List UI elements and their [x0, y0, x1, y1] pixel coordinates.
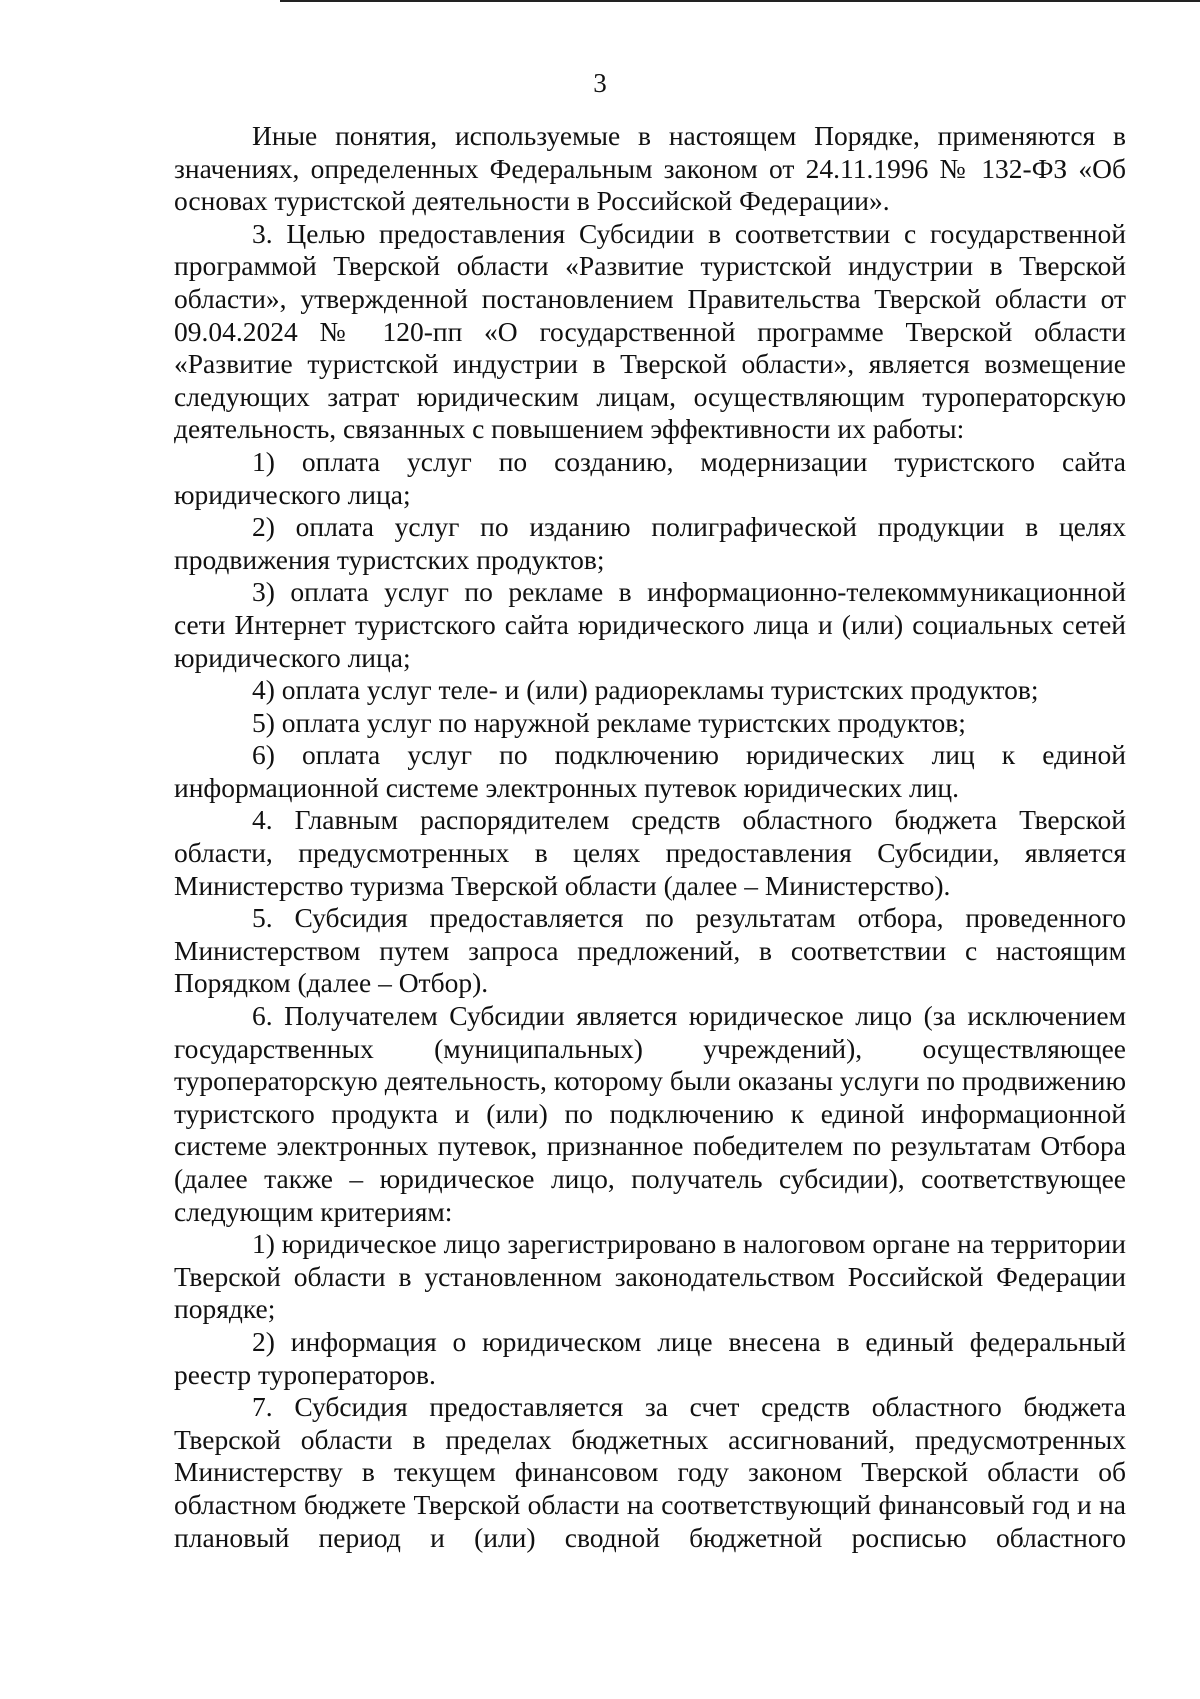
page-number: 3: [593, 68, 607, 98]
list-item-6-1: 1) юридическое лицо зарегистрировано в налоговом органе на территории Тверской области в установленном законодательством Российской Федерации порядке;: [174, 1228, 1126, 1325]
document-body: [174, 120, 1126, 1554]
list-item-3-5: 5) оплата услуг по наружной рекламе туристских продуктов;: [252, 706, 966, 738]
paragraph-6-recipient: 6. Получателем Субсидии является юридическое лицо (за исключением государственных (муниципальных) учреждений), осуществляющее туроператорскую деятельность, которому были оказаны услуги по продвижению туристского продукта и (или) по подключению к единой информационной системе электронных путевок, признанное победителем по результатам Отбора (далее также – юридическое лицо, получатель субсидии), соответствующее следующим критериям:: [174, 1000, 1126, 1227]
paragraph-definitions: Иные понятия, используемые в настоящем Порядке, применяются в значениях, определенных Федеральным законом от 24.11.1996 № 132-ФЗ «Об основах туристской деятельности в Российской Федерации».: [174, 120, 1126, 217]
list-item-6-2: 2) информация о юридическом лице внесена в единый федеральный реестр туроператоров.: [174, 1325, 1126, 1390]
list-item-3-4: 4) оплата услуг теле- и (или) радиорекламы туристских продуктов;: [252, 674, 1039, 706]
scan-edge-line: [280, 0, 1200, 2]
list-item-3-2: 2) оплата услуг по изданию полиграфической продукции в целях продвижения туристских продуктов;: [174, 511, 1126, 575]
paragraph-3-purpose: 3. Целью предоставления Субсидии в соответствии с государственной программой Тверской области «Развитие туристской индустрии в Тверской области», утвержденной постановлением Правительства Тверской области от 09.04.2024 № 120-пп «О государственной программе Тверской области «Развитие туристской индустрии в Тверской области», является возмещение следующих затрат юридическим лицам, осуществляющим туроператорскую деятельность, связанных с повышением эффективности их работы:: [174, 217, 1126, 445]
paragraph-5-selection: 5. Субсидия предоставляется по результатам отбора, проведенного Министерством путем запроса предложений, в соответствии с настоящим Порядком (далее – Отбор).: [174, 902, 1126, 999]
list-item-3-3: 3) оплата услуг по рекламе в информационно-телекоммуникационной сети Интернет туристского сайта юридического лица и (или) социальных сетей юридического лица;: [174, 576, 1126, 673]
paragraph-4-administrator: 4. Главным распорядителем средств областного бюджета Тверской области, предусмотренных в целях предоставления Субсидии, является Министерство туризма Тверской области (далее – Министерство).: [174, 804, 1126, 901]
list-item-3-6: 6) оплата услуг по подключению юридических лиц к единой информационной системе электронных путевок юридических лиц.: [174, 739, 1126, 803]
list-item-3-1: 1) оплата услуг по созданию, модернизации туристского сайта юридического лица;: [174, 445, 1126, 510]
paragraph-7-funding: 7. Субсидия предоставляется за счет средств областного бюджета Тверской области в пределах бюджетных ассигнований, предусмотренных Министерству в текущем финансовом году законом Тверской области об областном бюджете Тверской области на соответствующий финансовый год и на плановый период и (или) сводной бюджетной росписью областного: [174, 1391, 1126, 1553]
